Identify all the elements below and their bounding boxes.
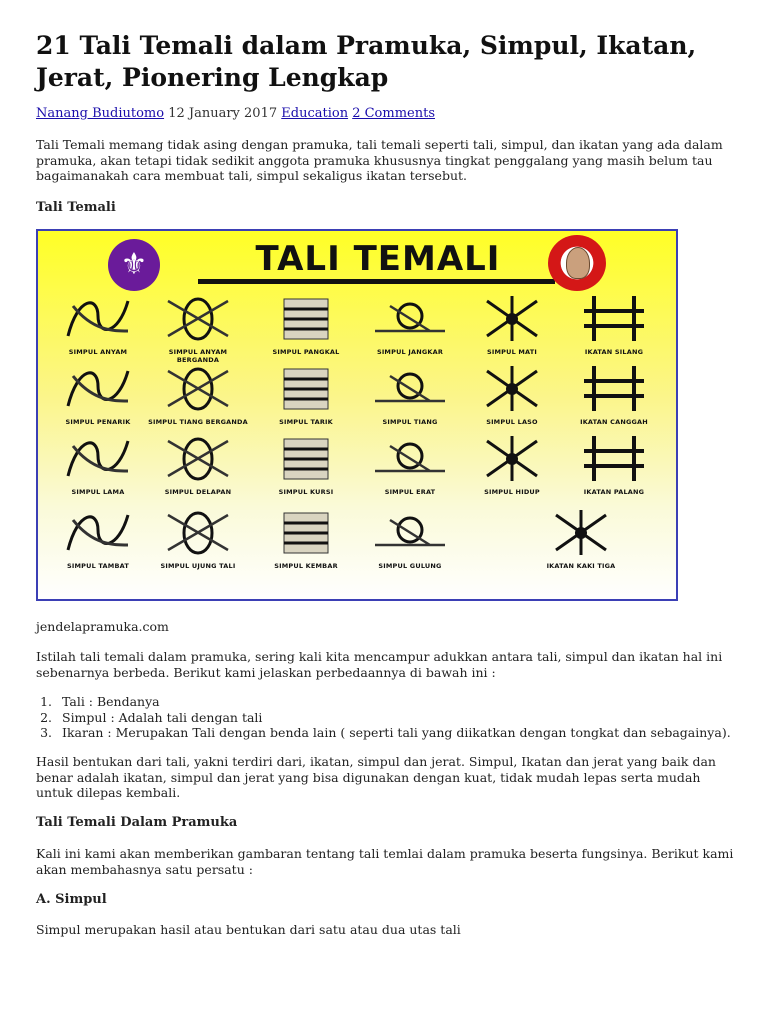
knot-illustration [462, 429, 562, 511]
knot-label: SIMPUL ERAT [384, 488, 436, 496]
knot-label: SIMPUL JANGKAR [376, 348, 444, 356]
knot-drawing-icon [574, 431, 654, 486]
knot-illustration [360, 429, 460, 511]
knot-drawing-icon [574, 361, 654, 416]
article-meta [36, 106, 435, 121]
knot-label: IKATAN PALANG [583, 488, 645, 496]
knot-label: SIMPUL KURSI [278, 488, 334, 496]
knot-drawing-icon [472, 361, 552, 416]
knot-label: SIMPUL PANGKAL [272, 348, 340, 356]
author-link[interactable]: Nanang Budiutomo [36, 106, 165, 121]
category-link[interactable]: Education [281, 106, 349, 121]
knot-drawing-icon [158, 505, 238, 560]
knot-illustration [564, 429, 664, 511]
knot-label: SIMPUL UJUNG TALI [160, 562, 236, 570]
scout-lily-icon: ⚜ [108, 239, 160, 291]
knot-drawing-icon [58, 505, 138, 560]
knot-drawing-icon [370, 291, 450, 346]
post-date: 12 January 2017 [168, 106, 278, 121]
knot-drawing-icon [472, 431, 552, 486]
knot-label: SIMPUL PENARIK [65, 418, 131, 426]
tali-temali-infographic [36, 229, 678, 601]
portrait-emblem-icon [548, 235, 606, 291]
paragraph-simpul: Simpul merupakan hasil atau bentukan dari satu atau dua utas tali [36, 922, 461, 937]
article-title: 21 Tali Temali dalam Pramuka, Simpul, Ikatan, Jerat, Pionering Lengkap [36, 31, 697, 92]
knot-label: SIMPUL LASO [486, 418, 538, 426]
knot-label: SIMPUL LAMA [71, 488, 125, 496]
knot-illustration [256, 429, 356, 511]
knot-label: SIMPUL HIDUP [484, 488, 540, 496]
knot-label: SIMPUL TARIK [279, 418, 333, 426]
paragraph-intro-list: Kali ini kami akan memberikan gambaran tentang tali temlai dalam pramuka beserta fungsinya. Berikut kami akan membahasnya satu persatu : [36, 846, 734, 877]
knot-illustration [506, 503, 656, 585]
knot-label: SIMPUL TIANG [382, 418, 438, 426]
knot-label: SIMPUL KEMBAR [274, 562, 338, 570]
knot-drawing-icon [158, 291, 238, 346]
list-item: 1. Tali : Bendanya [56, 694, 736, 710]
definition-list [36, 694, 736, 741]
knot-label: SIMPUL MATI [486, 348, 538, 356]
knot-drawing-icon [472, 291, 552, 346]
title-underline [198, 279, 555, 284]
knot-drawing-icon [266, 291, 346, 346]
section-heading-simpul: A. Simpul [36, 892, 107, 907]
knot-drawing-icon [370, 431, 450, 486]
list-item: 3. Ikaran : Merupakan Tali dengan benda lain ( seperti tali yang diikatkan dengan tongkat dan sebagainya). [56, 725, 736, 741]
knot-drawing-icon [521, 505, 641, 560]
knot-drawing-icon [58, 361, 138, 416]
knot-illustration [360, 503, 460, 585]
knot-label: IKATAN KAKI TIGA [546, 562, 616, 570]
knot-drawing-icon [266, 361, 346, 416]
knot-illustration [256, 503, 356, 585]
knot-illustration [148, 429, 248, 511]
paragraph-definitions: Istilah tali temali dalam pramuka, sering kali kita mencampur adukkan antara tali, simpul dan ikatan hal ini sebenarnya berbeda. Berikut kami jelaskan perbedaannya di bawah ini : [36, 649, 723, 680]
knot-drawing-icon [58, 431, 138, 486]
comments-link[interactable]: 2 Comments [352, 106, 435, 121]
knot-drawing-icon [370, 505, 450, 560]
knot-illustration [48, 429, 148, 511]
image-caption: jendelapramuka.com [36, 619, 169, 634]
list-item: 2. Simpul : Adalah tali dengan tali [56, 710, 736, 726]
knot-label: SIMPUL ANYAM BERGANDA [168, 348, 228, 364]
knot-drawing-icon [158, 361, 238, 416]
knot-label: IKATAN CANGGAH [580, 418, 648, 426]
knot-drawing-icon [266, 431, 346, 486]
knot-drawing-icon [58, 291, 138, 346]
knot-drawing-icon [158, 431, 238, 486]
section-heading-tali-temali: Tali Temali [36, 200, 116, 215]
knot-label: SIMPUL GULUNG [378, 562, 442, 570]
paragraph-results: Hasil bentukan dari tali, yakni terdiri dari, ikatan, simpul dan jerat. Simpul, Ikatan dan jerat yang baik dan benar adalah ikatan, simpul dan jerat yang bisa digunakan dengan kuat, tidak mudah lepas serta mudah untuk dilepas kembali. [36, 754, 716, 800]
knot-label: SIMPUL TAMBAT [67, 562, 129, 570]
knot-drawing-icon [574, 291, 654, 346]
knot-label: SIMPUL DELAPAN [164, 488, 232, 496]
knot-illustration [48, 503, 148, 585]
knot-illustration [148, 503, 248, 585]
knot-label: SIMPUL TIANG BERGANDA [148, 418, 248, 426]
knot-drawing-icon [266, 505, 346, 560]
infographic-title: TALI TEMALI [255, 239, 501, 279]
knot-label: IKATAN SILANG [584, 348, 644, 356]
section-heading-pramuka: Tali Temali Dalam Pramuka [36, 815, 238, 830]
knot-drawing-icon [370, 361, 450, 416]
knot-label: SIMPUL ANYAM [68, 348, 128, 356]
intro-paragraph: Tali Temali memang tidak asing dengan pramuka, tali temali seperti tali, simpul, dan ikatan yang ada dalam pramuka, akan tetapi tidak sedikit anggota pramuka khususnya tingkat penggalang yang masih belum tau bagaimanakah cara membuat tali, simpul sekaligus ikatan tersebut. [36, 137, 723, 183]
